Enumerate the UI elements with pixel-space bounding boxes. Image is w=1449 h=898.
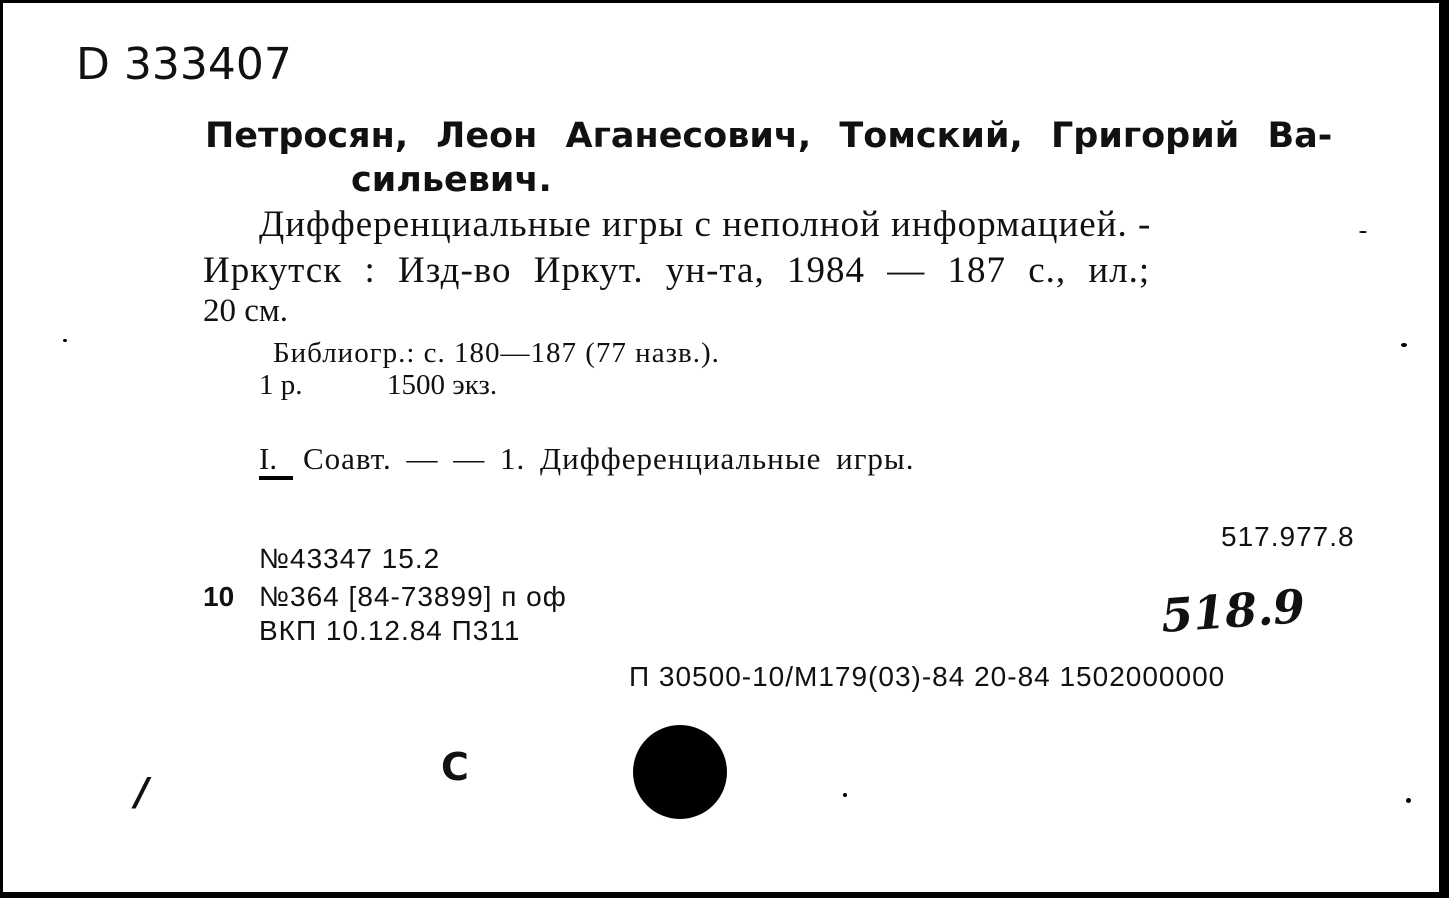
catalog-card <box>3 3 1443 896</box>
speck <box>1401 343 1407 347</box>
punch-hole <box>633 725 727 819</box>
authors-line-1: Петросян, Леон Аганесович, Томский, Григорий Ва- <box>205 116 1333 156</box>
margin-mark: / <box>135 770 149 814</box>
title-line-2: Иркутск : Изд-во Иркут. ун-та, 1984 — 187 с., ил.; <box>203 250 1151 291</box>
order-number: №43347 15.2 <box>259 543 441 574</box>
title-line-3: 20 см. <box>203 293 289 329</box>
price: 1 р. <box>259 369 303 401</box>
letter-c: С <box>441 745 469 789</box>
bibliography-note: Библиогр.: с. 180—187 (77 назв.). <box>273 337 720 369</box>
record-number: №364 [84-73899] п оф <box>259 581 567 612</box>
udc-number: 517.977.8 <box>1221 521 1355 552</box>
tracing-text: Соавт. — — 1. Дифференциальные игры. <box>303 441 915 476</box>
authors-line-2: сильевич. <box>351 160 552 200</box>
tracing-marker: I. <box>259 443 293 480</box>
speck <box>1359 231 1367 233</box>
copy-count: 10 <box>203 581 235 612</box>
speck <box>63 339 67 342</box>
title-line-1: Дифференциальные игры с неполной информацией. - <box>259 204 1152 245</box>
print-run: 1500 экз. <box>387 369 498 401</box>
call-number: D 333407 <box>76 39 292 90</box>
imprint-code: П 30500-10/М179(03)-84 20-84 1502000000 <box>629 661 1226 692</box>
speck <box>843 793 847 797</box>
vkp-line: ВКП 10.12.84 П311 <box>259 615 521 646</box>
speck <box>1406 798 1411 803</box>
handwritten-code: 518.9 <box>1159 579 1307 643</box>
